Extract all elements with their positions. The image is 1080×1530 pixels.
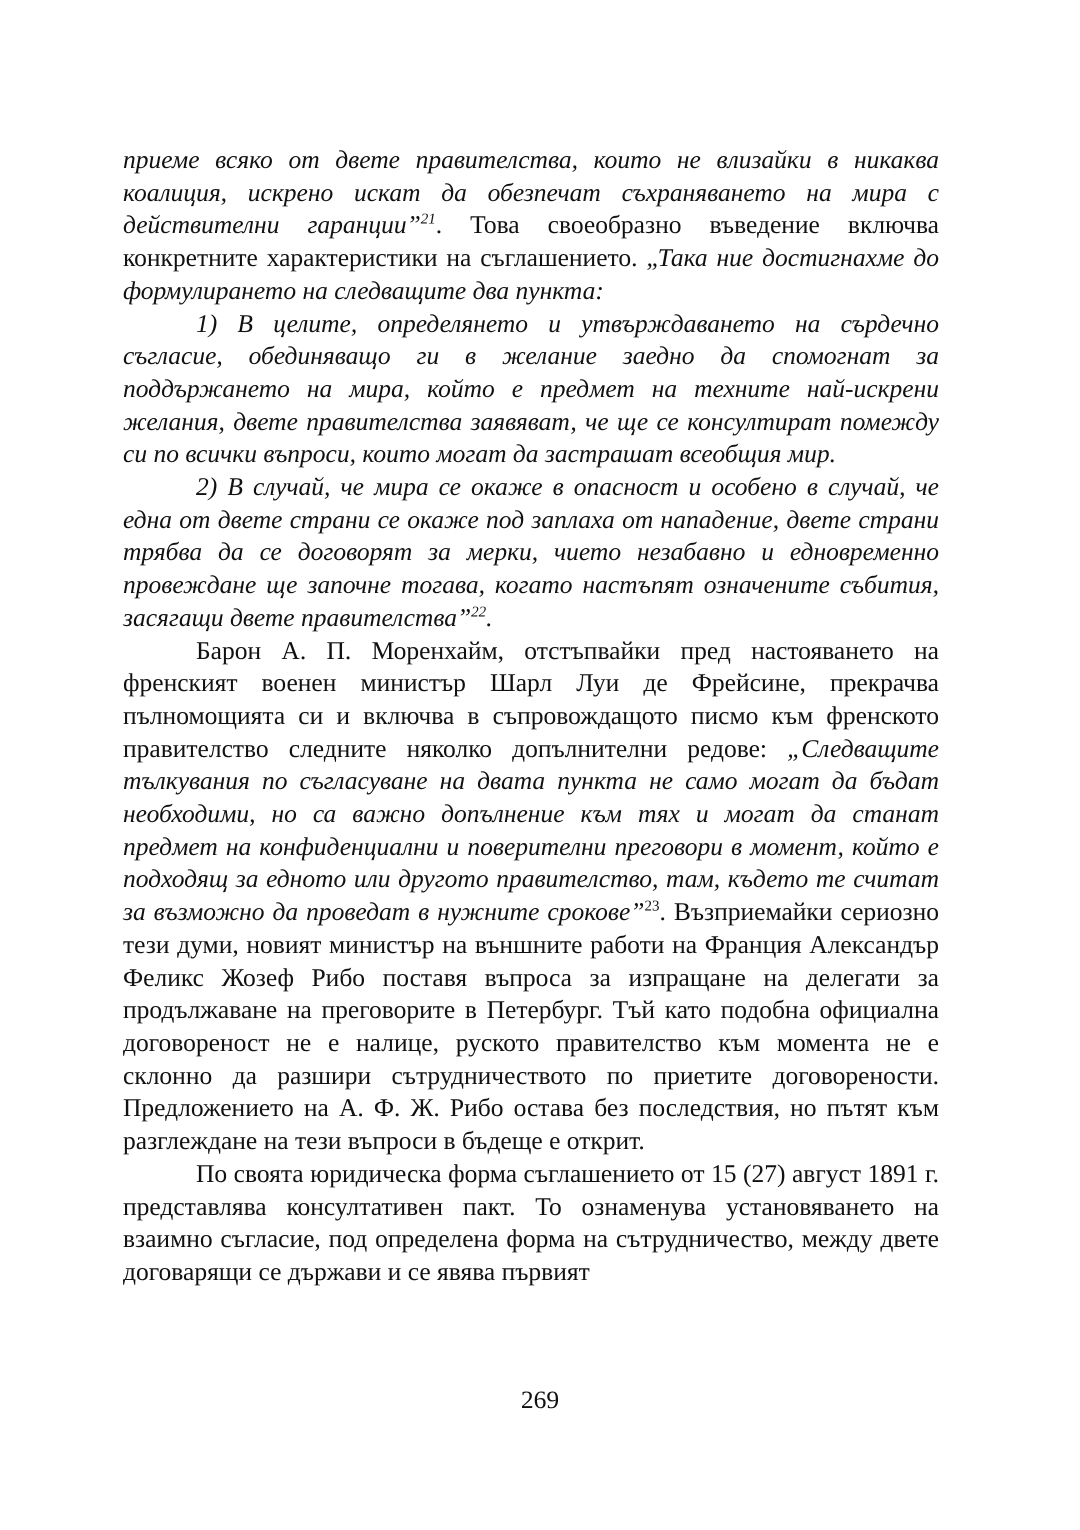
paragraph-3-text: По своята юридическа форма съглашението от 15 (27) август 1891 г. представлява консултативен пакт. То ознаменува установяването на взаимно съгласие, под определена форма на сътрудничество, между двете договарящи се държави и се явява първият: [123, 1158, 939, 1286]
quote-points-intro: „Така ние достигнахме до формулирането на следващите два пункта:: [123, 243, 940, 305]
point-1-text: 1) В целите, определянето и утвърждаването на сърдечно съгласие, обединяващо ги в желание заедно да спомогнат за поддържането на мира, който е предмет на техните най-искрени желания, двете правителства заявяват, че ще се консултират помежду си по всички въпроси, които могат да застрашат всеобщия мир.: [123, 308, 939, 469]
paragraph-2-text-2: . Възприемайки сериозно тези думи, новият министър на външните работи на Франция Александър Феликс Жозеф Рибо поставя въпроса за изпращане на делегати за продължаване на преговорите в Петербург. Тъй като подобна официална договореност не е налице, руското правителство към момента не е склонно да разшири сътрудничеството по приетите договорености. Предложението на А. Ф. Ж. Рибо остава без последствия, но пътят към разглеждане на тези въпроси в бъдеще е открит.: [123, 897, 940, 1156]
paragraph-2-text-1: Барон А. П. Моренхайм, отстъпвайки пред настояването на френският военен министър Шарл Луи де Фрейсине, прекрачва пълномощията си и включва в съпровождащото писмо към френското правителство следните няколко допълнителни редове:: [123, 635, 939, 763]
paragraph-3: [123, 1158, 939, 1289]
quote-morenheim: „Следващите тълкувания по съгласуване на двата пункта не само могат да бъдат необходими, но са важно допълнение към тях и могат да станат предмет на конфиденциални и поверителни преговори в момент, който е подходящ за едното или другото правителство, там, където те считат за възможно да проведат в нужните срокове”: [123, 733, 939, 927]
footnote-ref-21: 21: [420, 212, 436, 229]
paragraph-1: [123, 144, 939, 308]
page-number: 269: [520, 1385, 560, 1414]
point-2: [123, 471, 939, 635]
point-1: [123, 308, 939, 472]
paragraph-2: [123, 635, 939, 1158]
quote-intro: приеме всяко от двете правителства, които не влизайки в никаква коалиция, искрено искат да обезпечат съхраняването на мира с действителни гаранции”: [123, 145, 939, 240]
point-2-text: 2) В случай, че мира се окаже в опасност и особено в случай, че една от двете страни се окаже под заплаха от нападение, двете страни трябва да се договорят за мерки, чието незабавно и едновременно провеждане ще започне тогава, когато настъпят означените събития, засягащи двете правителства”: [123, 472, 939, 632]
point-2-end: .: [486, 602, 493, 632]
footnote-ref-22: 22: [471, 604, 487, 621]
page-body: [123, 144, 939, 1289]
paragraph-1-text: . Това своеобразно въведение включва конкретните характеристики на съглашението.: [123, 210, 939, 273]
footnote-ref-23: 23: [644, 898, 660, 915]
